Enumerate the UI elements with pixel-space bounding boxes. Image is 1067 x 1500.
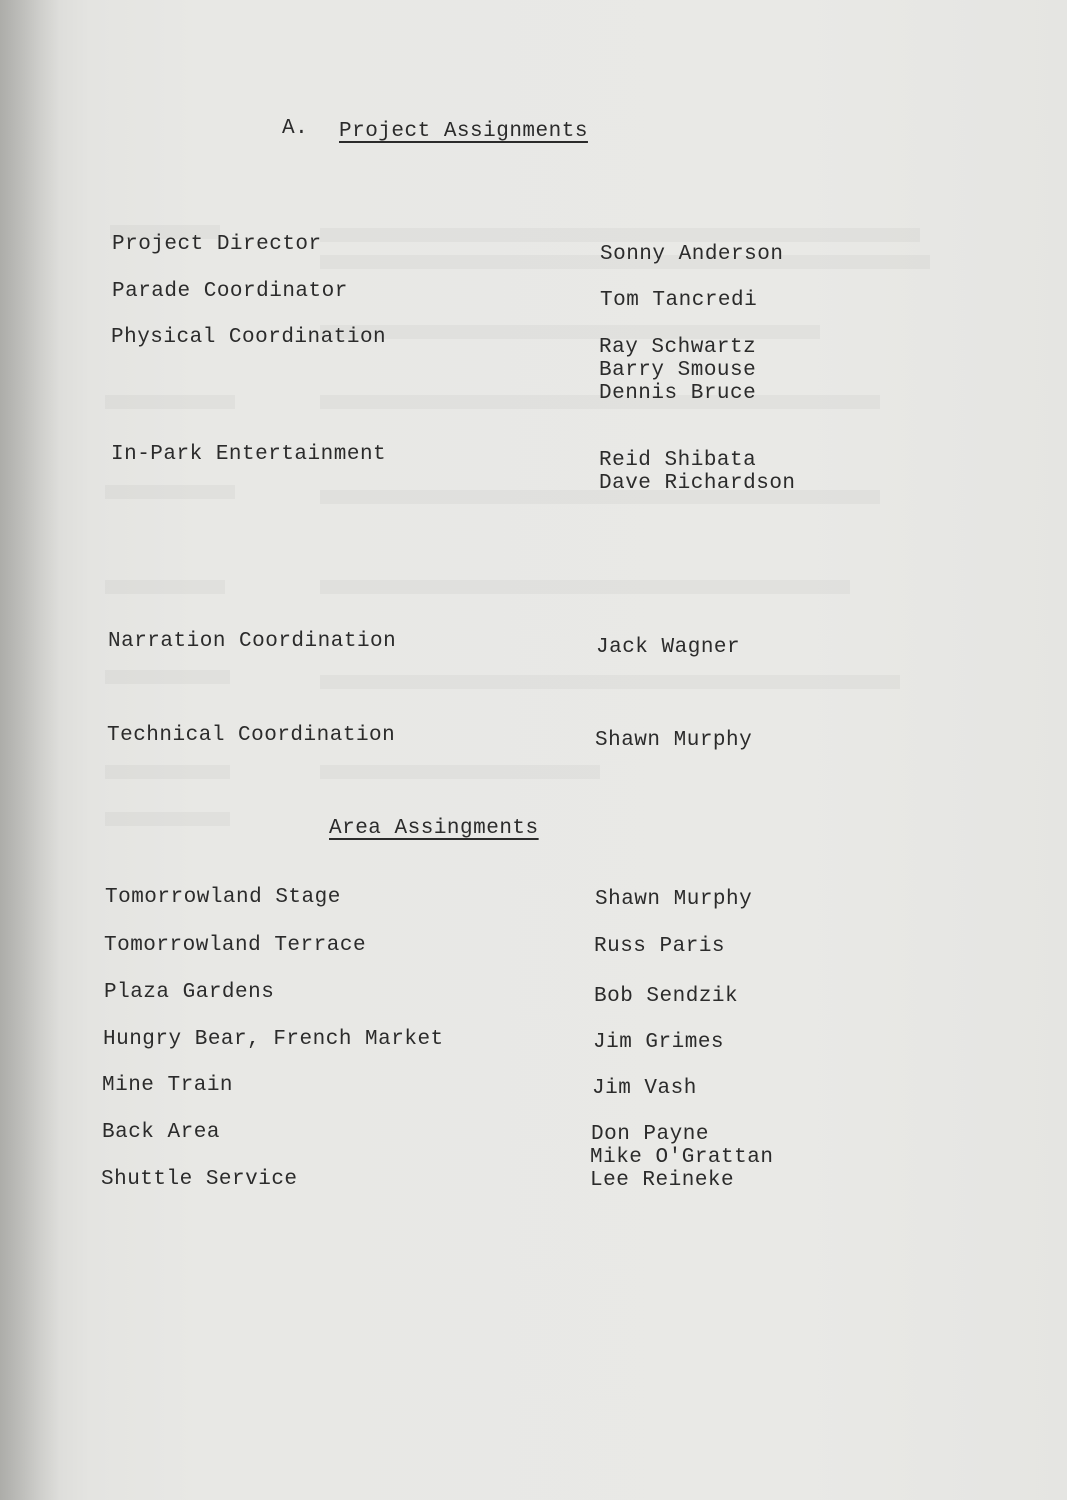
section-title: Project Assignments [339, 120, 588, 143]
area-shuttle-service: Shuttle Service [101, 1168, 298, 1191]
role-parade-coordinator: Parade Coordinator [112, 280, 348, 303]
assignee-name: Shawn Murphy [595, 888, 753, 911]
assignee-name: Reid Shibata [599, 449, 757, 472]
role-in-park-entertainment: In-Park Entertainment [111, 443, 387, 466]
assignee-name: Dennis Bruce [599, 382, 757, 405]
area-hungry-bear-french-market: Hungry Bear, French Market [103, 1028, 444, 1051]
area-tomorrowland-stage: Tomorrowland Stage [105, 886, 341, 909]
role-physical-coordination: Physical Coordination [111, 326, 387, 349]
assignee-name: Russ Paris [594, 935, 726, 958]
role-technical-coordination: Technical Coordination [107, 724, 396, 747]
role-narration-coordination: Narration Coordination [108, 630, 397, 653]
assignee-name: Bob Sendzik [594, 985, 739, 1008]
assignee-name: Shawn Murphy [595, 729, 753, 752]
assignee-name: Barry Smouse [599, 359, 757, 382]
assignee-name: Lee Reineke [590, 1169, 735, 1192]
assignee-name: Mike O'Grattan [590, 1146, 774, 1169]
assignee-name: Dave Richardson [599, 472, 796, 495]
role-project-director: Project Director [112, 233, 322, 256]
assignee-name: Ray Schwartz [599, 336, 757, 359]
assignee-name: Don Payne [591, 1123, 709, 1146]
area-back-area: Back Area [102, 1121, 220, 1144]
assignee-name: Jack Wagner [596, 636, 741, 659]
section-letter: A. [282, 117, 309, 140]
assignee-name: Jim Grimes [593, 1031, 725, 1054]
area-heading: Area Assingments [329, 817, 539, 840]
assignee-name: Jim Vash [592, 1077, 697, 1100]
area-mine-train: Mine Train [102, 1074, 234, 1097]
area-tomorrowland-terrace: Tomorrowland Terrace [104, 934, 367, 957]
assignee-name: Tom Tancredi [600, 289, 758, 312]
assignee-name: Sonny Anderson [600, 243, 784, 266]
area-plaza-gardens: Plaza Gardens [104, 981, 275, 1004]
page-edge-shadow [0, 0, 60, 1500]
